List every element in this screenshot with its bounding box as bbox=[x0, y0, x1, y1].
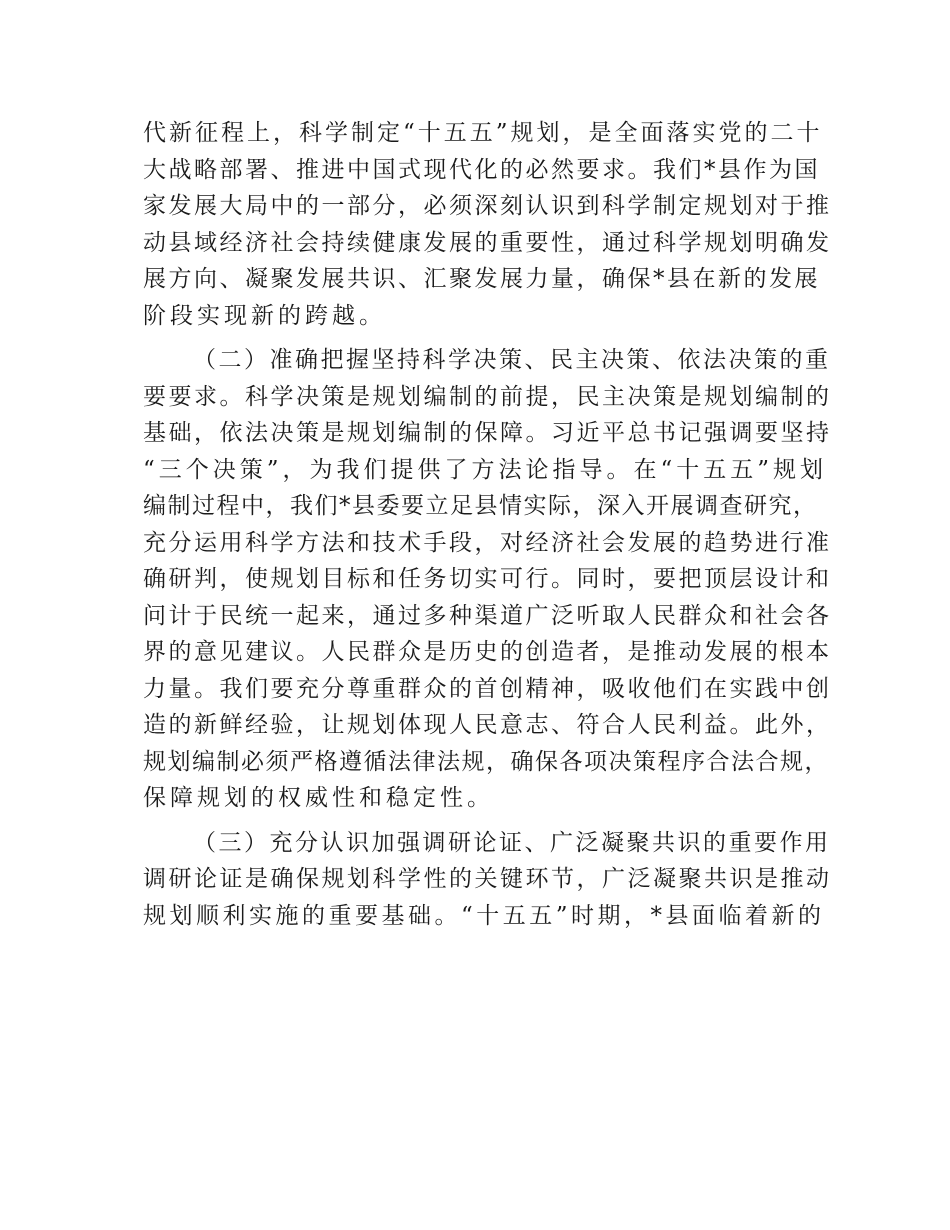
text-line: 界的意见建议。人民群众是历史的创造者，是推动发展的根本 bbox=[143, 639, 832, 665]
text-line: 要要求。科学决策是规划编制的前提，民主决策是规划编制的 bbox=[143, 383, 832, 410]
text-line: 展方向、凝聚发展共识、汇聚发展力量，确保*县在新的发展 bbox=[143, 266, 820, 292]
section-heading-line: （三）充分认识加强调研论证、广泛凝聚共识的重要作用 bbox=[193, 829, 831, 856]
text-line: “三个决策”，为我们提供了方法论指导。在“十五五”规划 bbox=[143, 456, 828, 483]
text-line: 问计于民统一起来，通过多种渠道广泛听取人民群众和社会各 bbox=[143, 602, 832, 629]
text-line: 基础，依法决策是规划编制的保障。习近平总书记强调要坚持 bbox=[143, 420, 832, 446]
text-line: 造的新鲜经验，让规划体现人民意志、符合人民利益。此外， bbox=[143, 712, 832, 738]
text-line: 保障规划的权威性和稳定性。 bbox=[143, 785, 494, 811]
document-body bbox=[143, 115, 832, 934]
text-line: 确研判，使规划目标和任务切实可行。同时，要把顶层设计和 bbox=[143, 566, 832, 592]
text-line: 大战略部署、推进中国式现代化的必然要求。我们*县作为国 bbox=[143, 156, 820, 183]
text-line: 家发展大局中的一部分，必须深刻认识到科学制定规划对于推 bbox=[143, 193, 832, 219]
text-line: 规划编制必须严格遵循法律法规，确保各项决策程序合法合规， bbox=[143, 748, 829, 775]
text-line: 规划顺利实施的重要基础。“十五五”时期，*县面临着新的 bbox=[143, 902, 825, 929]
text-line: 充分运用科学方法和技术手段，对经济社会发展的趋势进行准 bbox=[143, 529, 832, 556]
text-line: 动县域经济社会持续健康发展的重要性，通过科学规划明确发 bbox=[143, 229, 832, 256]
text-line: 力量。我们要充分尊重群众的首创精神，吸收他们在实践中创 bbox=[143, 675, 832, 702]
paragraph-2 bbox=[143, 342, 832, 817]
text-line: 阶段实现新的跨越。 bbox=[143, 302, 386, 329]
text-line: 编制过程中，我们*县委要立足县情实际，深入开展调查研究， bbox=[143, 493, 818, 519]
text-line: 代新征程上，科学制定“十五五”规划，是全面落实党的二十 bbox=[143, 120, 823, 146]
section-heading-line: （二）准确把握坚持科学决策、民主决策、依法决策的重 bbox=[193, 347, 831, 373]
paragraph-3 bbox=[143, 825, 832, 935]
text-line: 调研论证是确保规划科学性的关键环节，广泛凝聚共识是推动 bbox=[143, 866, 832, 892]
paragraph-1 bbox=[143, 115, 832, 334]
